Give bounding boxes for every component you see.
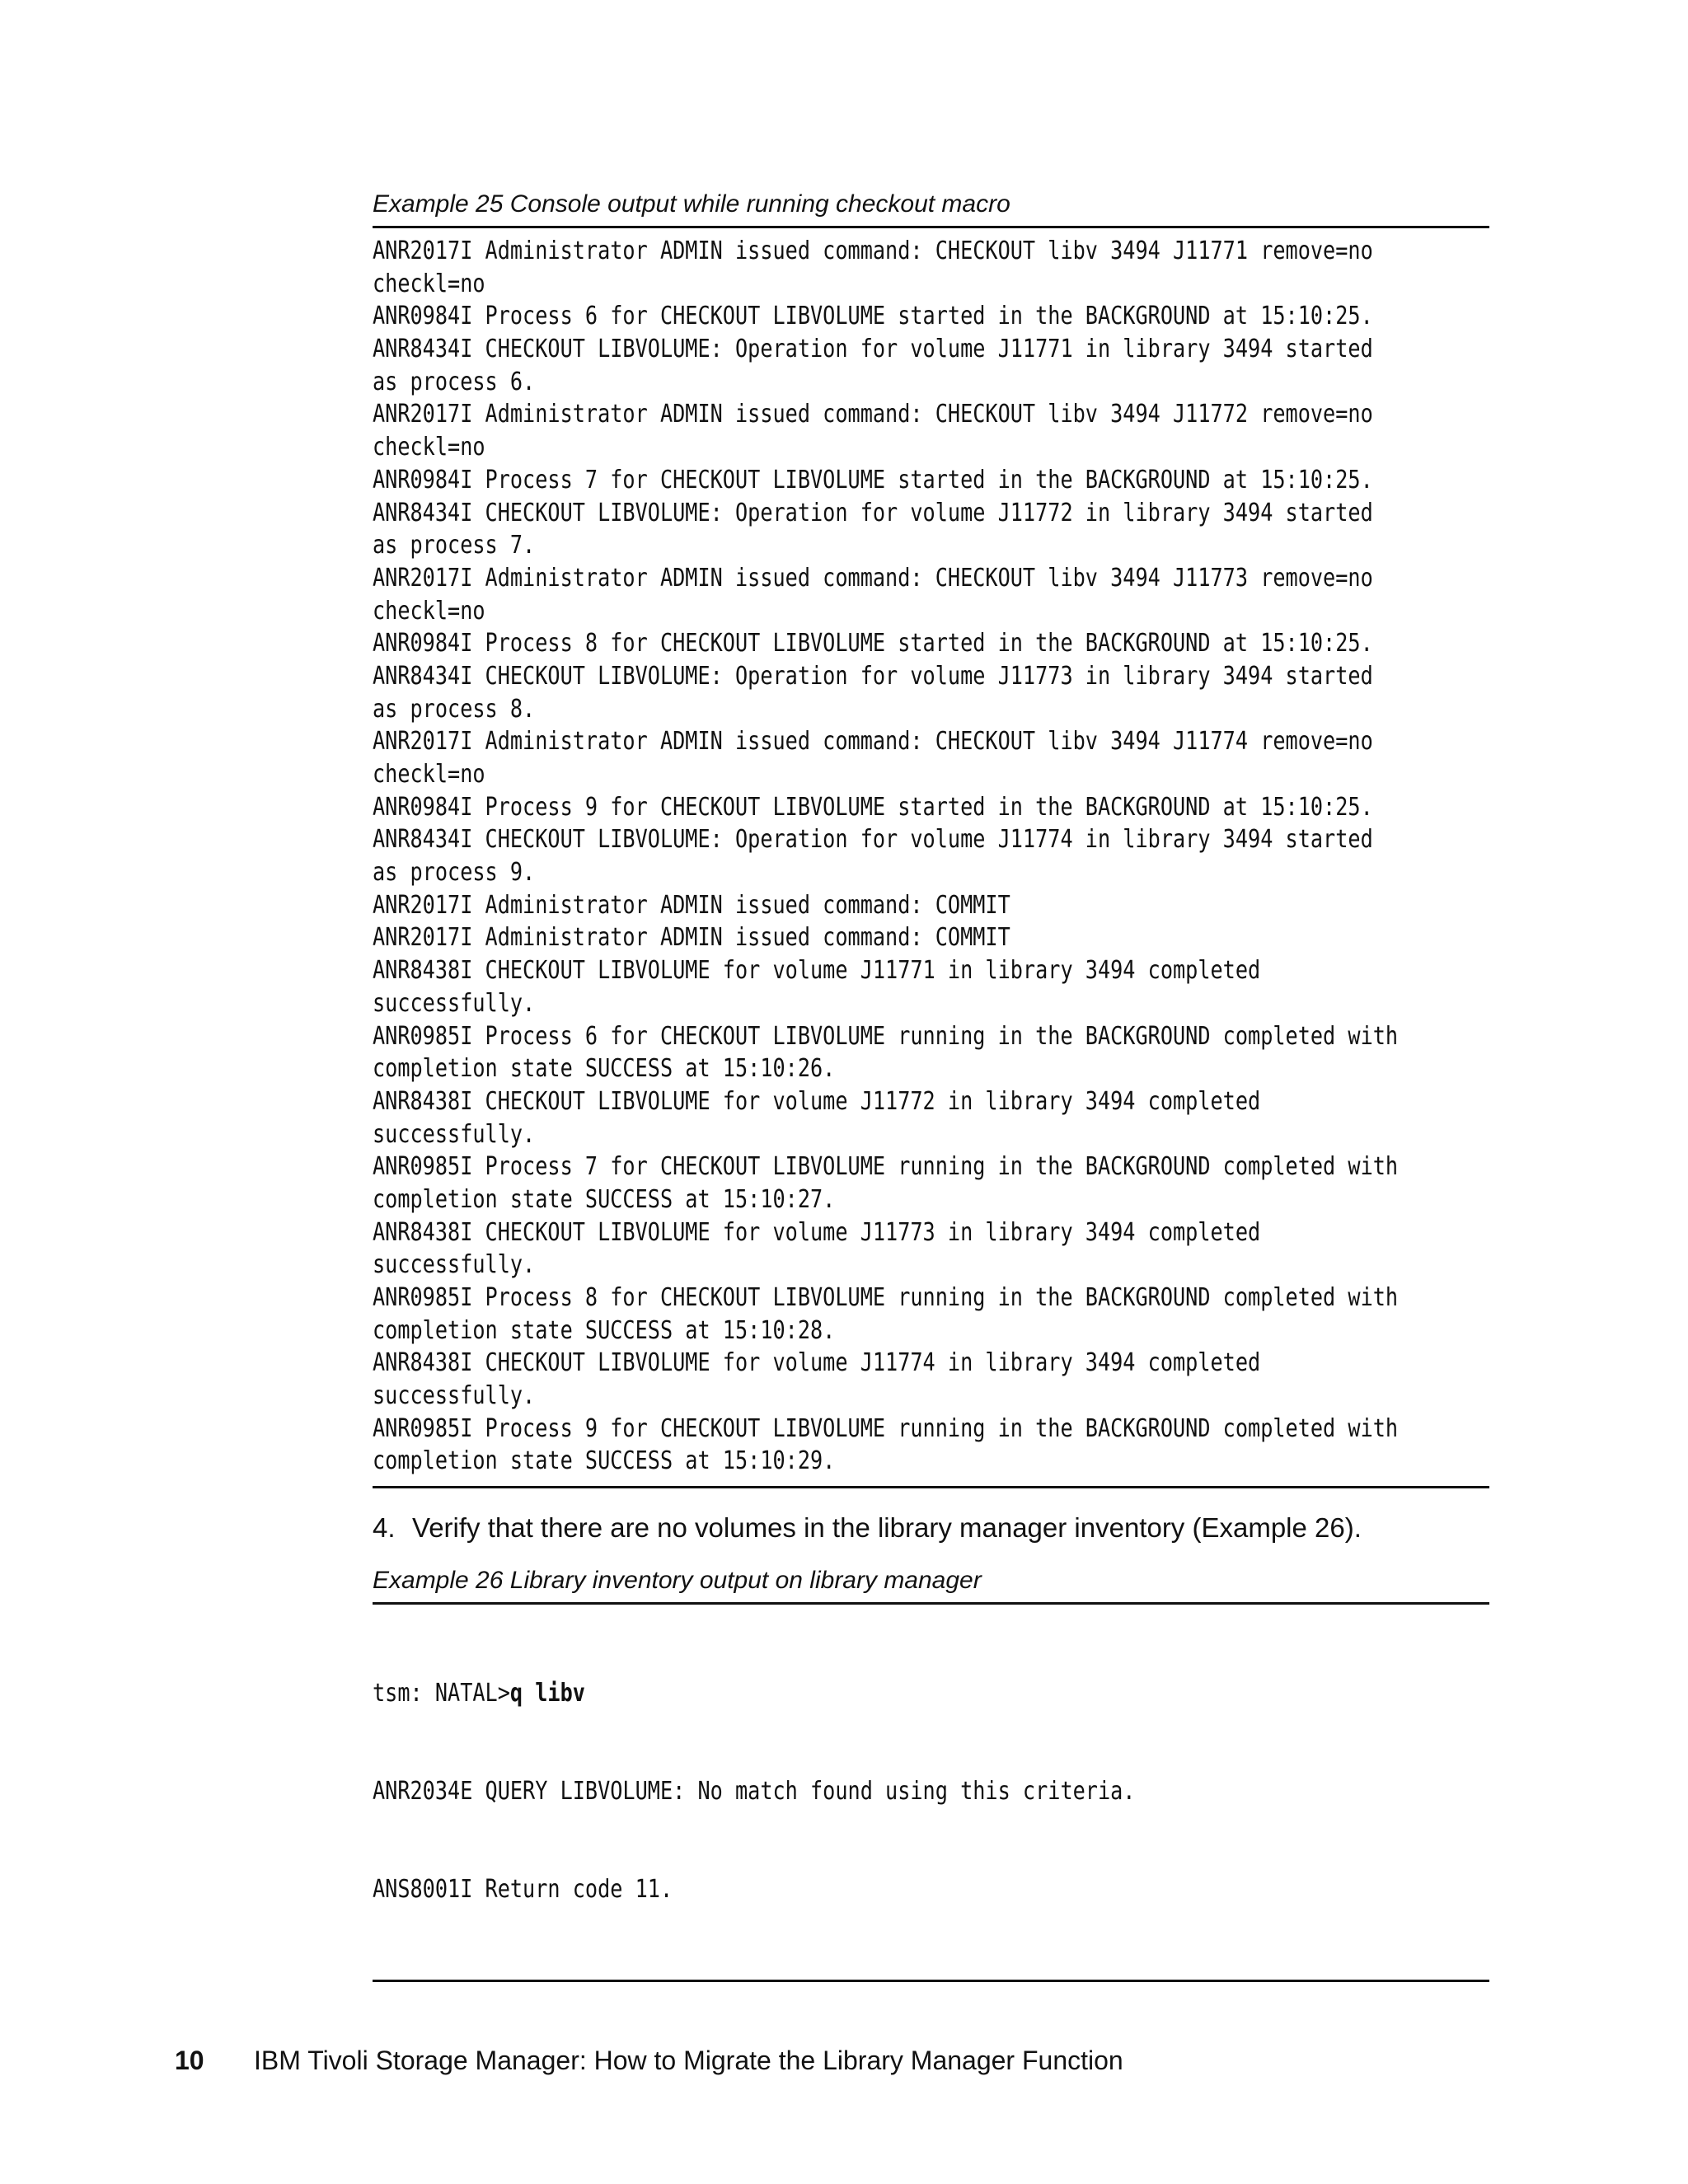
step-4-number: 4. (373, 1512, 396, 1544)
code-line: ANR0985I Process 6 for CHECKOUT LIBVOLUME running in the BACKGROUND completed with (373, 1021, 1399, 1051)
code-line: ANR0984I Process 8 for CHECKOUT LIBVOLUME started in the BACKGROUND at 15:10:25. (373, 629, 1373, 658)
code-line: ANR2017I Administrator ADMIN issued command: CHECKOUT libv 3494 J11774 remove=no (373, 727, 1373, 757)
code-line: checkl=no (373, 760, 485, 789)
code-line: ANR8434I CHECKOUT LIBVOLUME: Operation for volume J11772 in library 3494 started (373, 498, 1373, 527)
code-line: ANR0984I Process 7 for CHECKOUT LIBVOLUME started in the BACKGROUND at 15:10:25. (373, 465, 1373, 494)
code-line: ANR0984I Process 9 for CHECKOUT LIBVOLUME started in the BACKGROUND at 15:10:25. (373, 792, 1373, 822)
code-line: ANR2017I Administrator ADMIN issued command: COMMIT (373, 923, 1010, 953)
code-line: ANR2017I Administrator ADMIN issued command: CHECKOUT libv 3494 J11771 remove=no (373, 237, 1373, 265)
code-line: ANR0985I Process 9 for CHECKOUT LIBVOLUME running in the BACKGROUND completed with (373, 1413, 1399, 1443)
code-line-command (373, 1677, 1487, 1710)
code-line: as process 6. (373, 367, 536, 396)
code-line: ANR0985I Process 8 for CHECKOUT LIBVOLUME running in the BACKGROUND completed with (373, 1283, 1399, 1312)
code-line: checkl=no (373, 596, 485, 626)
code-line: as process 9. (373, 858, 536, 888)
code-line: ANR8434I CHECKOUT LIBVOLUME: Operation for volume J11771 in library 3494 started (373, 335, 1373, 364)
code-line: ANR0984I Process 6 for CHECKOUT LIBVOLUME started in the BACKGROUND at 15:10:25. (373, 302, 1373, 331)
code-line: successfully. (373, 988, 536, 1018)
step-4 (373, 1510, 1489, 1546)
code-line: as process 8. (373, 694, 536, 724)
code-line: completion state SUCCESS at 15:10:29. (373, 1446, 836, 1476)
code-line: ANR8438I CHECKOUT LIBVOLUME for volume J11774 in library 3494 completed (373, 1348, 1261, 1378)
example-26-bottom-rule (373, 1980, 1489, 1982)
footer-title: IBM Tivoli Storage Manager: How to Migrate the Library Manager Function (254, 2046, 1123, 2075)
code-line: ANR0985I Process 7 for CHECKOUT LIBVOLUME running in the BACKGROUND completed with (373, 1152, 1399, 1182)
code-line: ANR2017I Administrator ADMIN issued command: CHECKOUT libv 3494 J11773 remove=no (373, 563, 1373, 593)
code-line: ANR8434I CHECKOUT LIBVOLUME: Operation for volume J11773 in library 3494 started (373, 661, 1373, 691)
page-content (373, 188, 1489, 1982)
example-26-caption: Example 26 Library inventory output on library manager (373, 1567, 982, 1595)
example-25-console-output (373, 228, 1487, 1486)
step-4-text: Verify that there are no volumes in the library manager inventory (Example 26). (412, 1512, 1362, 1544)
code-line: as process 7. (373, 531, 536, 560)
console-prompt: tsm: NATAL> (373, 1678, 510, 1708)
code-line: ANR2034E QUERY LIBVOLUME: No match found using this criteria. (373, 1776, 1136, 1806)
code-line: successfully. (373, 1250, 536, 1280)
code-line: checkl=no (373, 269, 485, 298)
example-25-bottom-rule (373, 1486, 1489, 1488)
code-line: successfully. (373, 1119, 536, 1149)
code-line: ANR8438I CHECKOUT LIBVOLUME for volume J11772 in library 3494 completed (373, 1086, 1261, 1116)
code-line: successfully. (373, 1381, 536, 1411)
example-26-console-output (373, 1605, 1487, 1980)
code-line: completion state SUCCESS at 15:10:28. (373, 1315, 836, 1345)
console-command: q libv (509, 1678, 585, 1708)
code-line: completion state SUCCESS at 15:10:27. (373, 1184, 836, 1214)
code-line: ANR8434I CHECKOUT LIBVOLUME: Operation for volume J11774 in library 3494 started (373, 825, 1373, 855)
code-line: checkl=no (373, 433, 485, 462)
example-25-caption: Example 25 Console output while running checkout macro (373, 190, 1010, 218)
page-number: 10 (175, 2046, 204, 2075)
page-footer (175, 2044, 1123, 2077)
code-line: completion state SUCCESS at 15:10:26. (373, 1054, 836, 1084)
code-line: ANR8438I CHECKOUT LIBVOLUME for volume J11773 in library 3494 completed (373, 1217, 1261, 1247)
code-line: ANS8001I Return code 11. (373, 1874, 673, 1904)
code-line: ANR8438I CHECKOUT LIBVOLUME for volume J11771 in library 3494 completed (373, 956, 1261, 986)
code-line: ANR2017I Administrator ADMIN issued command: CHECKOUT libv 3494 J11772 remove=no (373, 400, 1373, 429)
code-line: ANR2017I Administrator ADMIN issued command: COMMIT (373, 890, 1010, 920)
